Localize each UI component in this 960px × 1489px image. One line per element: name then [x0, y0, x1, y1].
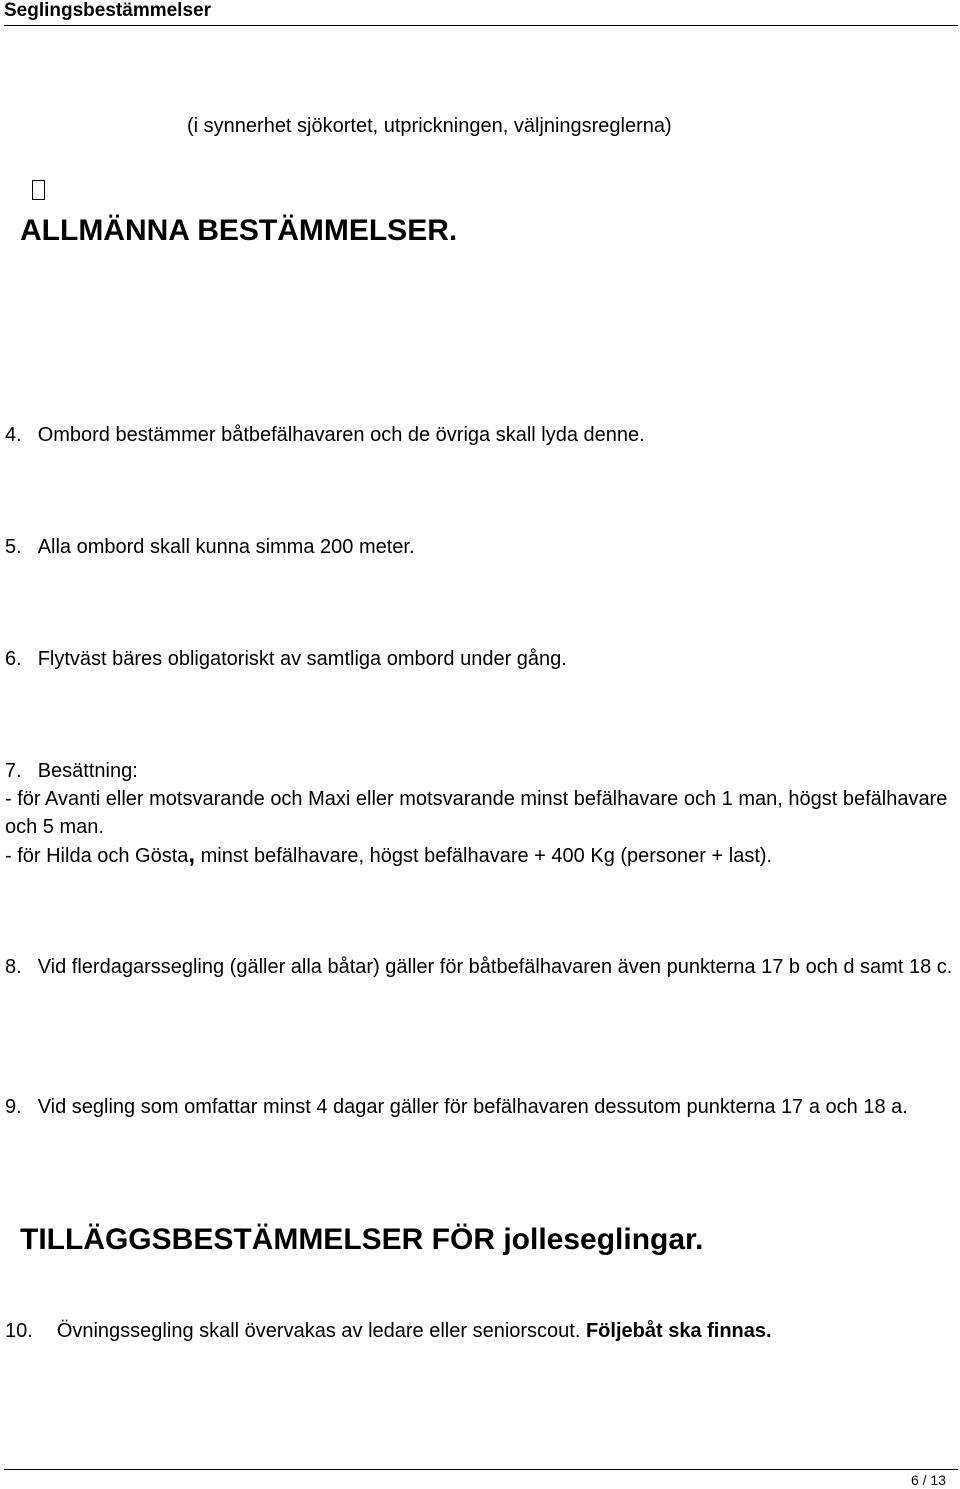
- list-item-7: [5, 757, 953, 870]
- item-text: Övningssegling skall övervakas av ledare eller seniorscout.: [56, 1320, 581, 1342]
- item-number: 6.: [5, 648, 22, 670]
- item-number: 4.: [5, 424, 22, 446]
- item-text: Vid segling som omfattar minst 4 dagar gäller för befälhavaren dessutom punkterna 17 a och 18 a.: [37, 1096, 908, 1118]
- list-item-8: [5, 953, 953, 981]
- item-text: Vid flerdagarssegling (gäller alla båtar) gäller för båtbefälhavaren även punkterna 17 b och d samt 18 c.: [37, 956, 953, 978]
- item-text: Besättning:: [37, 760, 138, 782]
- list-item-6: [5, 645, 953, 673]
- page-number: 6 / 13: [910, 1472, 946, 1488]
- list-item-4: [5, 421, 953, 449]
- footer-divider: [4, 1469, 958, 1470]
- header-divider: [4, 25, 958, 26]
- crew-rule-limits: minst befälhavare, högst befälhavare + 400 Kg (personer + last).: [195, 845, 773, 867]
- item-number: 5.: [5, 536, 22, 558]
- item-number: 10.: [5, 1320, 33, 1342]
- item-text: Flytväst bäres obligatoriskt av samtliga ombord under gång.: [37, 648, 567, 670]
- crew-rule-hilda-gosta: [5, 841, 953, 870]
- item-text: Ombord bestämmer båtbefälhavaren och de övriga skall lyda denne.: [37, 424, 645, 446]
- item-number: 9.: [5, 1096, 22, 1118]
- comma-mark: ,: [188, 841, 196, 868]
- note-text: (i synnerhet sjökortet, utprickningen, väljningsreglerna): [187, 115, 672, 137]
- section-heading-supplementary: TILLÄGGSBESTÄMMELSER FÖR jolleseglingar.: [20, 1223, 704, 1256]
- item-number: 7.: [5, 760, 22, 782]
- item-bold-text: Följebåt ska finnas.: [585, 1320, 772, 1342]
- list-item-10: [5, 1317, 953, 1345]
- crew-rule-avanti-maxi: - för Avanti eller motsvarande och Maxi eller motsvarande minst befälhavare och 1 man, högst befälhavare och 5 man.: [5, 788, 948, 838]
- missing-glyph-icon: [32, 180, 45, 200]
- item-text: Alla ombord skall kunna simma 200 meter.: [37, 536, 415, 558]
- list-item-5: [5, 533, 953, 561]
- list-item-9: [5, 1093, 953, 1121]
- document-title: Seglingsbestämmelser: [4, 0, 211, 21]
- crew-rule-boats: - för Hilda och Gösta: [5, 845, 189, 867]
- section-heading-general: ALLMÄNNA BESTÄMMELSER.: [20, 214, 458, 247]
- item-number: 8.: [5, 956, 22, 978]
